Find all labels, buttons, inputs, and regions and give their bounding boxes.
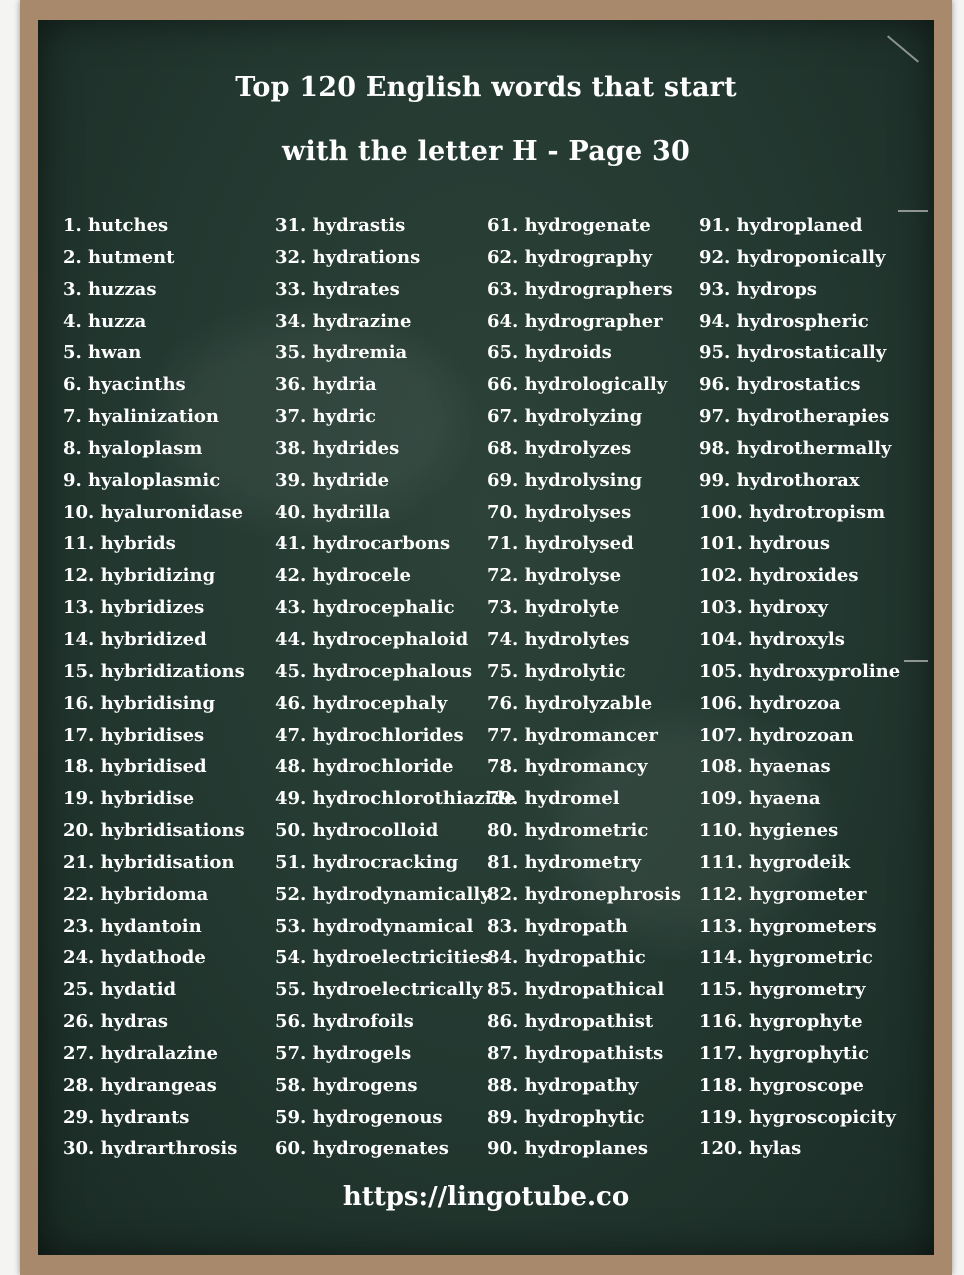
word-list-item: 52. hydrodynamically <box>275 883 491 905</box>
word-list-item: 73. hydrolyte <box>487 597 620 619</box>
word-list-item: 83. hydropath <box>487 915 628 937</box>
word-list-item: 88. hydropathy <box>487 1074 639 1096</box>
word-list-item: 89. hydrophytic <box>487 1106 645 1128</box>
chalkboard <box>38 20 934 1255</box>
word-list-item: 13. hybridizes <box>63 597 205 619</box>
word-list-item: 91. hydroplaned <box>699 215 863 236</box>
word-list-item: 51. hydrocracking <box>275 851 459 873</box>
word-list-item: 75. hydrolytic <box>487 660 626 682</box>
word-list-item: 98. hydrothermally <box>699 437 892 459</box>
word-list-item: 59. hydrogenous <box>275 1106 443 1128</box>
word-list-item: 17. hybridises <box>63 724 205 746</box>
word-list-item: 34. hydrazine <box>275 310 412 332</box>
word-list-item: 7. hyalinization <box>63 406 219 428</box>
word-list-item: 38. hydrides <box>275 437 400 459</box>
word-list-item: 36. hydria <box>275 374 377 396</box>
word-list-item: 20. hybridisations <box>63 820 245 842</box>
word-list-item: 55. hydroelectrically <box>275 979 483 1001</box>
word-list-item: 53. hydrodynamical <box>275 915 474 937</box>
word-list-item: 14. hybridized <box>63 628 207 650</box>
word-list-item: 60. hydrogenates <box>275 1138 449 1160</box>
word-list-item: 93. hydrops <box>699 278 817 300</box>
word-list-item: 37. hydric <box>275 406 376 428</box>
word-list-item: 71. hydrolysed <box>487 533 634 555</box>
word-list-item: 26. hydras <box>63 1011 168 1033</box>
word-list-item: 4. huzza <box>63 310 147 332</box>
word-list-item: 50. hydrocolloid <box>275 820 439 842</box>
word-list-item: 35. hydremia <box>275 342 408 364</box>
word-list-item: 1. hutches <box>63 215 169 236</box>
page-title-line-2: with the letter H - Page 30 <box>282 136 690 167</box>
word-list-item: 11. hybrids <box>63 533 176 555</box>
word-list-item: 72. hydrolyse <box>487 565 622 587</box>
word-list-item: 106. hydrozoa <box>699 692 841 714</box>
word-list-item: 102. hydroxides <box>699 565 859 587</box>
word-list-item: 25. hydatid <box>63 979 177 1001</box>
word-list-item: 103. hydroxy <box>699 597 828 619</box>
word-list-item: 43. hydrocephalic <box>275 597 455 619</box>
word-list-item: 24. hydathode <box>63 947 206 969</box>
word-list-item: 30. hydrarthrosis <box>63 1138 238 1160</box>
word-list-item: 47. hydrochlorides <box>275 724 464 746</box>
word-list-item: 45. hydrocephalous <box>275 660 473 682</box>
word-list-item: 48. hydrochloride <box>275 756 454 778</box>
word-column-3 <box>487 210 681 1165</box>
word-list-item: 81. hydrometry <box>487 851 641 873</box>
word-list-item: 114. hygrometric <box>699 947 873 969</box>
word-list-item: 100. hydrotropism <box>699 501 886 523</box>
word-list-item: 109. hyaena <box>699 788 821 810</box>
word-list-item: 64. hydrographer <box>487 310 663 332</box>
word-list-item: 54. hydroelectricities <box>275 947 491 969</box>
word-list-item: 107. hydrozoan <box>699 724 854 746</box>
word-list-item: 99. hydrothorax <box>699 469 860 491</box>
word-list-item: 31. hydrastis <box>275 215 406 236</box>
page-title-line-1: Top 120 English words that start <box>235 72 737 103</box>
word-list-item: 79. hydromel <box>487 788 620 810</box>
word-list-item: 101. hydrous <box>699 533 830 555</box>
word-list-item: 80. hydrometric <box>487 820 649 842</box>
word-list-item: 46. hydrocephaly <box>275 692 448 714</box>
word-list-item: 41. hydrocarbons <box>275 533 451 555</box>
word-list-item: 12. hybridizing <box>63 565 216 587</box>
chalk-mark <box>904 660 928 662</box>
word-list-item: 85. hydropathical <box>487 979 665 1001</box>
word-list-item: 61. hydrogenate <box>487 215 651 236</box>
word-list-item: 82. hydronephrosis <box>487 883 682 905</box>
word-list-item: 8. hyaloplasm <box>63 437 203 459</box>
word-list-item: 21. hybridisation <box>63 851 235 873</box>
word-list-item: 40. hydrilla <box>275 501 391 523</box>
word-list-item: 77. hydromancer <box>487 724 658 746</box>
word-list-item: 112. hygrometer <box>699 883 867 905</box>
word-list-item: 15. hybridizations <box>63 660 245 682</box>
word-list-item: 116. hygrophyte <box>699 1011 863 1033</box>
word-list-item: 33. hydrates <box>275 278 400 300</box>
word-list-item: 105. hydroxyproline <box>699 660 901 682</box>
word-list-item: 78. hydromancy <box>487 756 648 778</box>
word-list-item: 87. hydropathists <box>487 1042 664 1064</box>
word-list-item: 113. hygrometers <box>699 915 877 937</box>
footer-url: https://lingotube.co <box>342 1182 630 1212</box>
word-list-item: 84. hydropathic <box>487 947 646 969</box>
word-list-item: 18. hybridised <box>63 756 207 778</box>
chalk-mark <box>898 210 928 212</box>
word-list-item: 120. hylas <box>699 1138 802 1160</box>
word-list-item: 97. hydrotherapies <box>699 406 890 428</box>
word-list-item: 117. hygrophytic <box>699 1042 869 1064</box>
word-list-item: 67. hydrolyzing <box>487 406 643 428</box>
word-list-item: 16. hybridising <box>63 692 216 714</box>
word-list-item: 111. hygrodeik <box>699 851 851 873</box>
word-list-item: 42. hydrocele <box>275 565 411 587</box>
word-list-item: 9. hyaloplasmic <box>63 469 221 491</box>
word-list-item: 44. hydrocephaloid <box>275 628 469 650</box>
word-list-item: 69. hydrolysing <box>487 469 643 491</box>
word-list-item: 19. hybridise <box>63 788 195 810</box>
word-list-item: 3. huzzas <box>63 278 157 300</box>
word-list-item: 29. hydrants <box>63 1106 190 1128</box>
word-list-item: 92. hydroponically <box>699 246 886 268</box>
word-list-item: 6. hyacinths <box>63 374 186 396</box>
word-list-item: 118. hygroscope <box>699 1074 864 1096</box>
word-list-item: 110. hygienes <box>699 820 839 842</box>
word-list-item: 70. hydrolyses <box>487 501 632 523</box>
chalk-mark <box>887 35 919 62</box>
word-list-item: 23. hydantoin <box>63 915 202 937</box>
word-list-item: 56. hydrofoils <box>275 1011 414 1033</box>
word-list-item: 95. hydrostatically <box>699 342 887 364</box>
word-list-item: 104. hydroxyls <box>699 628 845 650</box>
word-list-item: 74. hydrolytes <box>487 628 630 650</box>
word-list-item: 90. hydroplanes <box>487 1138 648 1160</box>
word-list-item: 76. hydrolyzable <box>487 692 653 714</box>
word-column-2 <box>275 210 516 1165</box>
word-list-item: 2. hutment <box>63 246 175 268</box>
word-list-item: 28. hydrangeas <box>63 1074 217 1096</box>
word-list-item: 57. hydrogels <box>275 1042 412 1064</box>
word-list-item: 68. hydrolyzes <box>487 437 632 459</box>
word-list-item: 10. hyaluronidase <box>63 501 243 523</box>
word-column-1 <box>63 210 245 1165</box>
word-list-item: 49. hydrochlorothiazide <box>275 788 516 810</box>
word-list-item: 27. hydralazine <box>63 1042 218 1064</box>
word-list-item: 115. hygrometry <box>699 979 866 1001</box>
word-list-item: 119. hygroscopicity <box>699 1106 896 1128</box>
word-list-item: 39. hydride <box>275 469 390 491</box>
word-list-item: 86. hydropathist <box>487 1011 654 1033</box>
word-list-item: 22. hybridoma <box>63 883 209 905</box>
word-list-item: 62. hydrography <box>487 246 653 268</box>
word-list-item: 108. hyaenas <box>699 756 831 778</box>
word-list-item: 32. hydrations <box>275 246 421 268</box>
word-column-4 <box>699 210 900 1165</box>
word-list-item: 5. hwan <box>63 342 142 364</box>
word-list-item: 66. hydrologically <box>487 374 668 396</box>
word-list-item: 58. hydrogens <box>275 1074 418 1096</box>
word-list-item: 63. hydrographers <box>487 278 673 300</box>
word-list-item: 94. hydrospheric <box>699 310 869 332</box>
word-list-item: 96. hydrostatics <box>699 374 861 396</box>
word-list-item: 65. hydroids <box>487 342 612 364</box>
